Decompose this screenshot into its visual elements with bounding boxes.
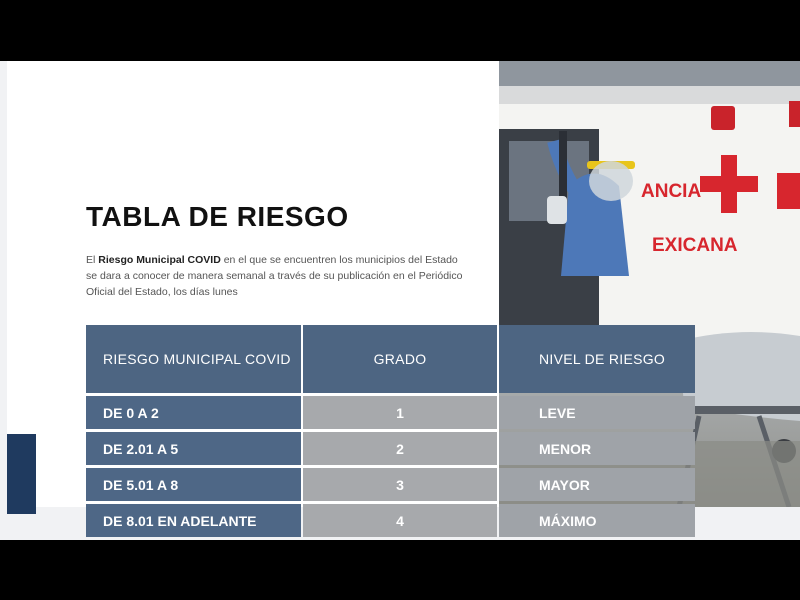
table-row <box>86 432 695 465</box>
range-cell: DE 5.01 A 8 <box>86 468 301 501</box>
accent-bar <box>7 434 36 514</box>
letterbox-bottom <box>0 540 800 600</box>
header-riesgo: RIESGO MUNICIPAL COVID <box>86 325 301 393</box>
grade-cell: 2 <box>303 432 497 465</box>
level-cell: MÁXIMO <box>499 504 695 537</box>
description-highlight: Riesgo Municipal COVID <box>98 254 221 266</box>
ambulance-text-1: ANCIA <box>641 181 702 202</box>
level-cell: LEVE <box>499 396 695 429</box>
ambulance-text-2: EXICANA <box>652 235 738 256</box>
page-title: TABLA DE RIESGO <box>86 201 349 232</box>
table-row <box>86 396 695 429</box>
grade-cell: 4 <box>303 504 497 537</box>
table-row <box>86 504 695 537</box>
siren-light <box>711 106 735 130</box>
slide <box>0 61 800 540</box>
grade-cell: 3 <box>303 468 497 501</box>
table-header-row <box>86 325 695 393</box>
level-cell: MAYOR <box>499 468 695 501</box>
description <box>86 252 466 300</box>
level-cell: MENOR <box>499 432 695 465</box>
range-cell: DE 8.01 EN ADELANTE <box>86 504 301 537</box>
range-cell: DE 2.01 A 5 <box>86 432 301 465</box>
header-nivel: NIVEL DE RIESGO <box>499 325 695 393</box>
grade-cell: 1 <box>303 396 497 429</box>
description-intro: El <box>86 254 99 266</box>
header-grado: GRADO <box>303 325 497 393</box>
range-cell: DE 0 A 2 <box>86 396 301 429</box>
description-rest: en el que se encuentren los municipios del Estado se dara a conocer de manera semanal a través de su publicación en el Periódico Oficial del Estado, los días lunes <box>86 254 463 298</box>
table-row <box>86 468 695 501</box>
